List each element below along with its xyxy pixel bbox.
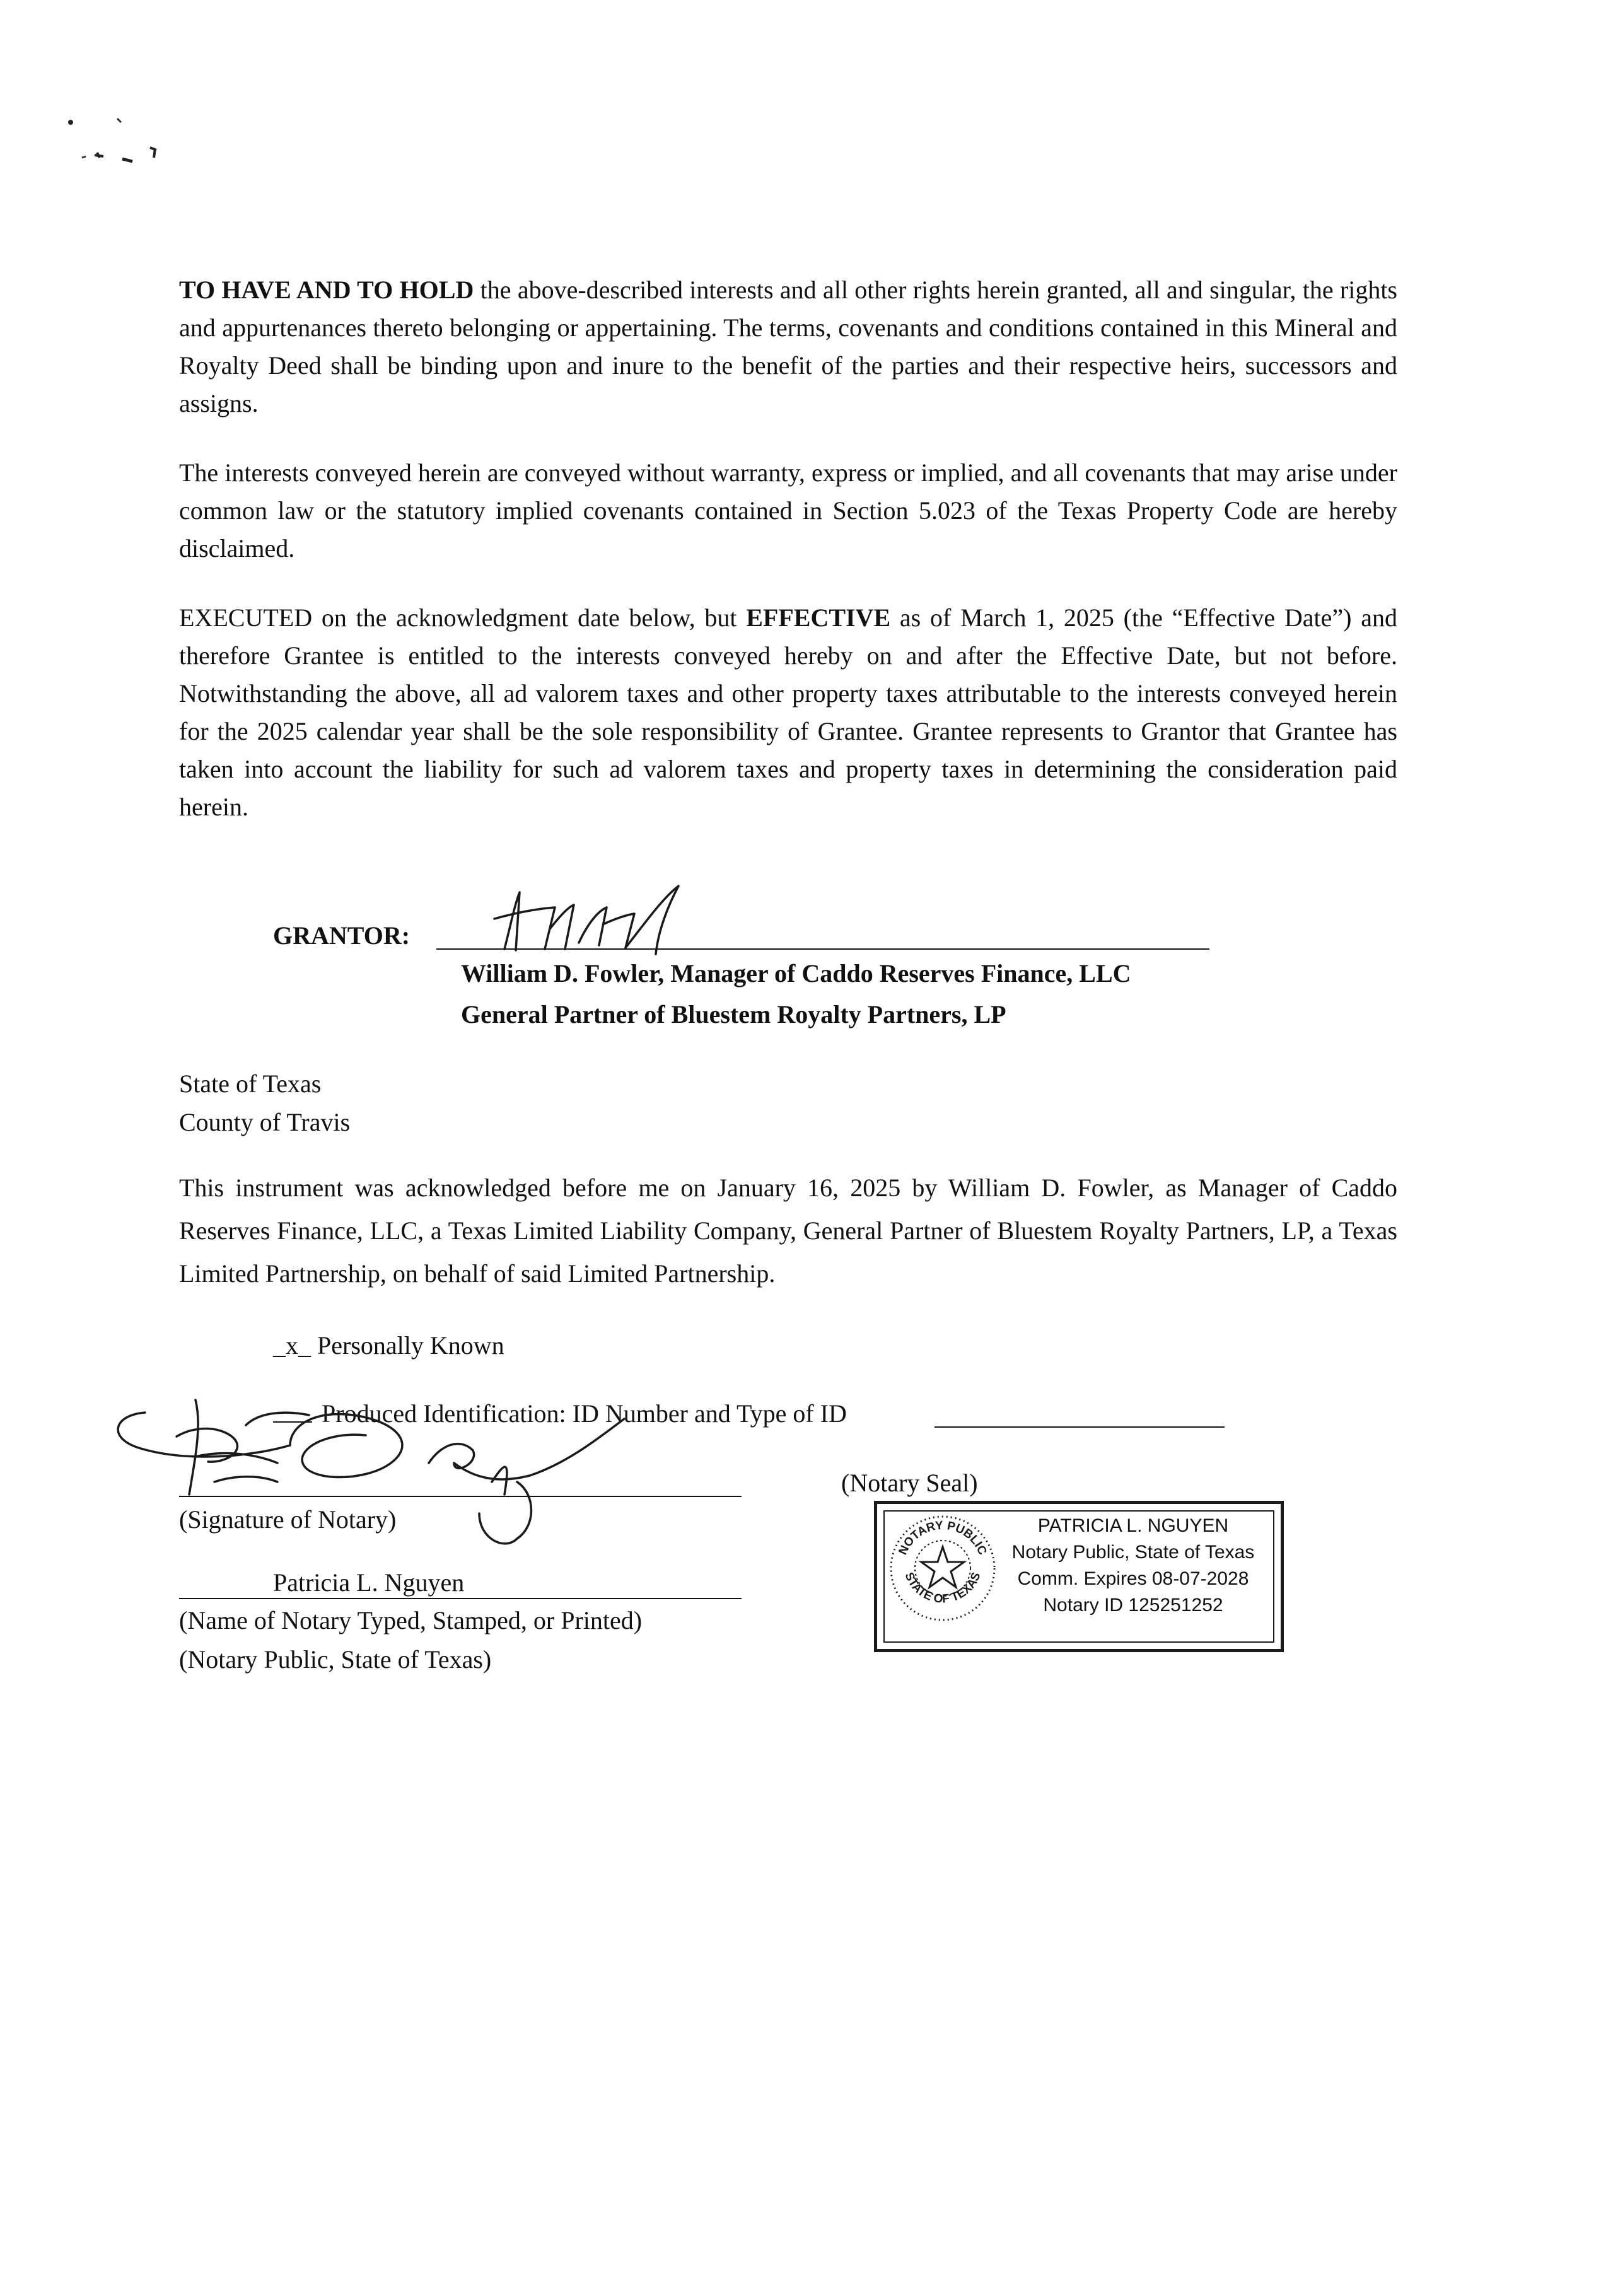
notary-signature-caption: (Signature of Notary) [179, 1505, 397, 1534]
habendum-text: the above-described interests and all other rights herein granted, all and singular, the rights and appurtenances thereto belonging or appertaining. The terms, covenants and conditions contained in this Mineral and Royalty Deed shall be binding upon and inure to the benefit of the parties and their respective heirs, successors and assigns. [179, 276, 1397, 417]
grantor-signer-name: William D. Fowler, Manager of Caddo Reserves Finance, LLC [461, 959, 1131, 988]
executed-text-after: as of March 1, 2025 (the “Effective Date”) and therefore Grantee is entitled to the interests conveyed hereby on and after the Effective Date, but not before. Notwithstanding the above, all ad valorem taxes and other property taxes attributable to the interests conveyed herein for the 2025 calendar year shall be the sole responsibility of Grantee. Grantee represents to Grantor that Grantee has taken into account the liability for such ad valorem taxes and property taxes in determining the consideration paid herein. [179, 603, 1397, 821]
notary-seal-stamp [874, 1501, 1284, 1652]
personally-known-mark: _x_ [273, 1331, 311, 1360]
seal-text-block [1001, 1513, 1266, 1619]
scan-specks [57, 107, 233, 177]
habendum-paragraph [179, 271, 1397, 422]
notary-name-caption: (Name of Notary Typed, Stamped, or Printed) [179, 1606, 643, 1635]
seal-ring-bottom-text: STATE OF TEXAS [902, 1570, 984, 1606]
notary-seal-caption: (Notary Seal) [841, 1469, 978, 1497]
notary-signature [101, 1387, 643, 1564]
seal-notary-id: Notary ID 125251252 [1043, 1595, 1223, 1616]
svg-text:NOTARY PUBLIC [896, 1519, 989, 1558]
executed-effective-paragraph [179, 599, 1397, 826]
seal-commission-expires: Comm. Expires 08-07-2028 [1017, 1568, 1249, 1589]
texas-star-emblem [886, 1512, 999, 1625]
svg-text:STATE OF TEXAS [902, 1571, 983, 1606]
notary-printed-name: Patricia L. Nguyen [273, 1568, 465, 1597]
seal-ring-top-text: NOTARY PUBLIC [896, 1518, 989, 1558]
notary-title-caption: (Notary Public, State of Texas) [179, 1645, 492, 1674]
personally-known-line [273, 1331, 504, 1361]
notary-name-line [179, 1598, 742, 1599]
venue-state: State of Texas [179, 1069, 322, 1098]
grantor-signer-title: General Partner of Bluestem Royalty Partners, LP [461, 1000, 1006, 1029]
warranty-disclaimer-paragraph: The interests conveyed herein are conveyed without warranty, express or implied, and all covenants that may arise under common law or the statutory implied covenants contained in Section 5.023 of the Texas Property Code are hereby disclaimed. [179, 458, 1397, 562]
executed-text-before: EXECUTED on the acknowledgment date below, but [179, 603, 747, 632]
acknowledgment-paragraph: This instrument was acknowledged before me on January 16, 2025 by William D. Fowler, as Manager of Caddo Reserves Finance, LLC, a Texas Limited Liability Company, General Partner of Bluestem Royalty Partners, LP, a Texas Limited Partnership, on behalf of said Limited Partnership. [179, 1174, 1397, 1288]
grantor-signature [479, 880, 694, 962]
produced-id-label: Produced Identification: ID Number and Type of ID [322, 1399, 847, 1428]
effective-label: EFFECTIVE [746, 603, 891, 632]
grantor-label: GRANTOR: [273, 921, 410, 950]
seal-notary-name: PATRICIA L. NGUYEN [1037, 1515, 1229, 1536]
personally-known-label: Personally Known [317, 1331, 504, 1360]
venue-county: County of Travis [179, 1108, 351, 1136]
seal-notary-title: Notary Public, State of Texas [1011, 1542, 1255, 1563]
habendum-lead: TO HAVE AND TO HOLD [179, 276, 474, 304]
id-number-line [934, 1426, 1225, 1428]
